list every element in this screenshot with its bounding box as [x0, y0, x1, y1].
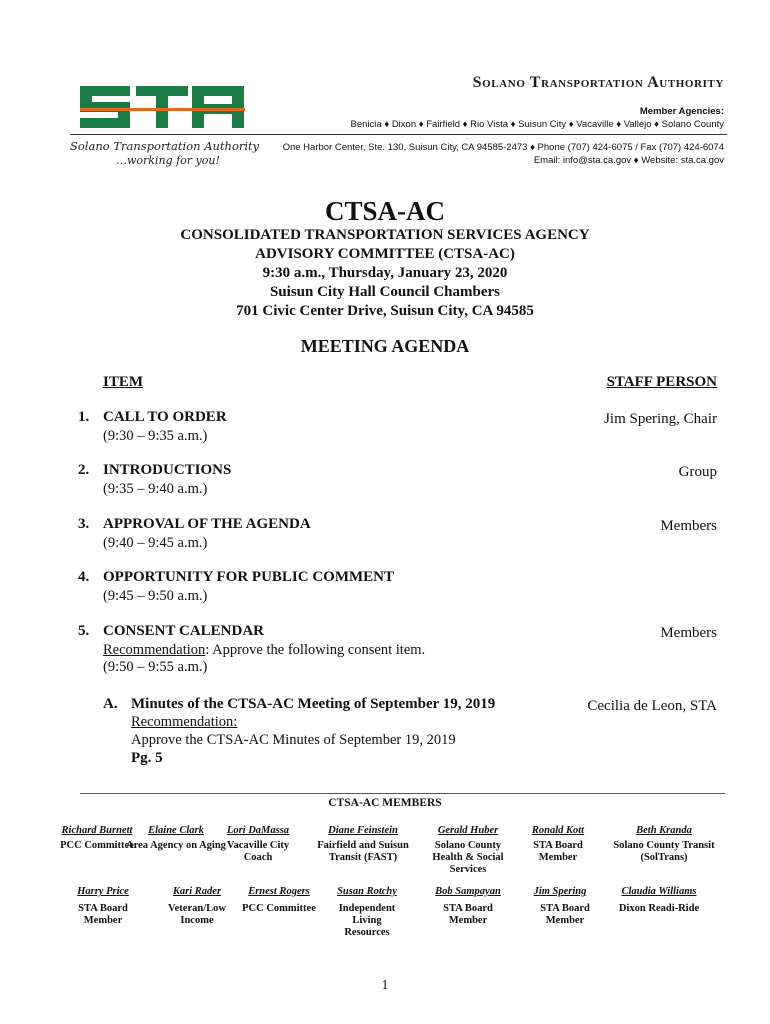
logo-tagline-text: Solano Transportation Authority	[70, 139, 260, 153]
member-role: STA Board Member	[540, 903, 590, 926]
subtitle-line-4: Suisun City Hall Council Chambers	[269, 284, 501, 300]
item-number: 1.	[78, 409, 90, 425]
item-time: (9:35 – 9:40 a.m.)	[103, 481, 208, 497]
sub-item-title: Minutes of the CTSA-AC Meeting of September 19, 2019	[131, 696, 496, 712]
member-name: Beth Kranda	[636, 825, 692, 836]
member-name: Ronald Kott	[531, 825, 585, 836]
contact-line: Email: info@sta.ca.gov ♦ Website: sta.ca.gov	[533, 155, 724, 166]
member-name: Diane Feinstein	[328, 825, 398, 836]
agenda-heading: MEETING AGENDA	[300, 336, 470, 356]
item-time: (9:45 – 9:50 a.m.)	[103, 588, 208, 604]
item-staff: Members	[660, 518, 717, 534]
sub-item-letter: A.	[103, 696, 118, 712]
member-name: Claudia Williams	[621, 886, 697, 897]
member-name: Susan Rotchy	[337, 886, 397, 897]
recommendation-label: Recommendation	[103, 642, 206, 658]
member-role: Vacaville City Coach	[226, 840, 290, 863]
item-time: (9:50 – 9:55 a.m.)	[103, 659, 208, 675]
member-name: Ernest Rogers	[248, 886, 310, 897]
item-time: (9:30 – 9:35 a.m.)	[103, 428, 208, 444]
item-number: 3.	[78, 516, 90, 532]
sub-item-page-link[interactable]: Pg. 5	[131, 750, 163, 766]
item-time: (9:40 – 9:45 a.m.)	[103, 535, 208, 551]
item-staff: Members	[660, 625, 717, 641]
recommendation-text: : Approve the following consent item.	[205, 642, 426, 658]
member-role: Fairfield and Suisun Transit (FAST)	[317, 840, 409, 863]
staff-column-header: STAFF PERSON	[606, 374, 717, 390]
item-number: 4.	[78, 569, 90, 585]
sub-item-recommendation-label: Recommendation:	[131, 714, 238, 730]
item-number: 2.	[78, 462, 90, 478]
member-role: STA Board Member	[443, 903, 493, 926]
sta-logo	[80, 80, 248, 139]
item-title: INTRODUCTIONS	[103, 462, 232, 478]
address-line: One Harbor Center, Ste. 130, Suisun City, CA 94585-2473 ♦ Phone (707) 424-6075 / Fax (707) 424-6074	[282, 142, 724, 153]
member-role: Area Agency on Aging	[126, 840, 226, 851]
footer-divider	[80, 793, 725, 794]
member-name: Elaine Clark	[148, 825, 204, 836]
subtitle-line-3: 9:30 a.m., Thursday, January 23, 2020	[262, 265, 508, 281]
item-title: OPPORTUNITY FOR PUBLIC COMMENT	[103, 569, 394, 585]
logo-slogan: …working for you!	[116, 154, 220, 167]
logo-tagline	[70, 139, 270, 167]
member-name: Lori DaMassa	[226, 825, 290, 836]
member-role: Solano County Health & Social Services	[432, 840, 504, 875]
subtitle-line-1: CONSOLIDATED TRANSPORTATION SERVICES AGENCY	[180, 227, 590, 243]
subtitle-line-5: 701 Civic Center Drive, Suisun City, CA 94585	[236, 303, 534, 319]
member-name: Kari Rader	[172, 886, 222, 897]
member-role: Independent Living Resources	[338, 903, 396, 938]
item-title: CALL TO ORDER	[103, 409, 227, 425]
sub-item-staff: Cecilia de Leon, STA	[587, 698, 717, 714]
item-title: APPROVAL OF THE AGENDA	[103, 516, 311, 532]
member-name: Harry Price	[77, 886, 129, 897]
member-agencies-list: Benicia ♦ Dixon ♦ Fairfield ♦ Rio Vista ♦ Suisun City ♦ Vacaville ♦ Vallejo ♦ Solano County	[350, 119, 724, 130]
member-role: STA Board Member	[78, 903, 128, 926]
member-role: PCC Committee	[60, 840, 134, 851]
member-role: Solano County Transit (SolTrans)	[613, 840, 715, 863]
item-number: 5.	[78, 623, 90, 639]
item-column-header: ITEM	[103, 374, 144, 390]
header-divider	[70, 134, 727, 135]
member-name: Richard Burnett	[61, 825, 133, 836]
item-staff: Group	[678, 464, 717, 480]
member-role: PCC Committee	[242, 903, 316, 914]
member-name: Bob Sampayan	[435, 886, 501, 897]
member-name: Gerald Huber	[437, 825, 499, 836]
item-title: CONSENT CALENDAR	[103, 623, 265, 639]
page-number: 1	[381, 978, 389, 993]
sub-item-recommendation-text: Approve the CTSA-AC Minutes of September 19, 2019	[131, 732, 456, 748]
item-staff: Jim Spering, Chair	[604, 411, 717, 427]
members-heading: CTSA-AC MEMBERS	[328, 797, 442, 809]
member-role: Dixon Readi-Ride	[618, 903, 700, 914]
org-name: Solano Transportation Authority	[472, 74, 724, 91]
member-role: Veteran/Low Income	[168, 903, 226, 926]
member-name: Jim Spering	[533, 886, 587, 897]
item-recommendation	[103, 642, 425, 659]
member-agencies-label: Member Agencies:	[639, 106, 724, 117]
member-role: STA Board Member	[533, 840, 583, 863]
subtitle-line-2: ADVISORY COMMITTEE (CTSA-AC)	[255, 246, 515, 262]
document-title: CTSA-AC	[324, 196, 445, 226]
